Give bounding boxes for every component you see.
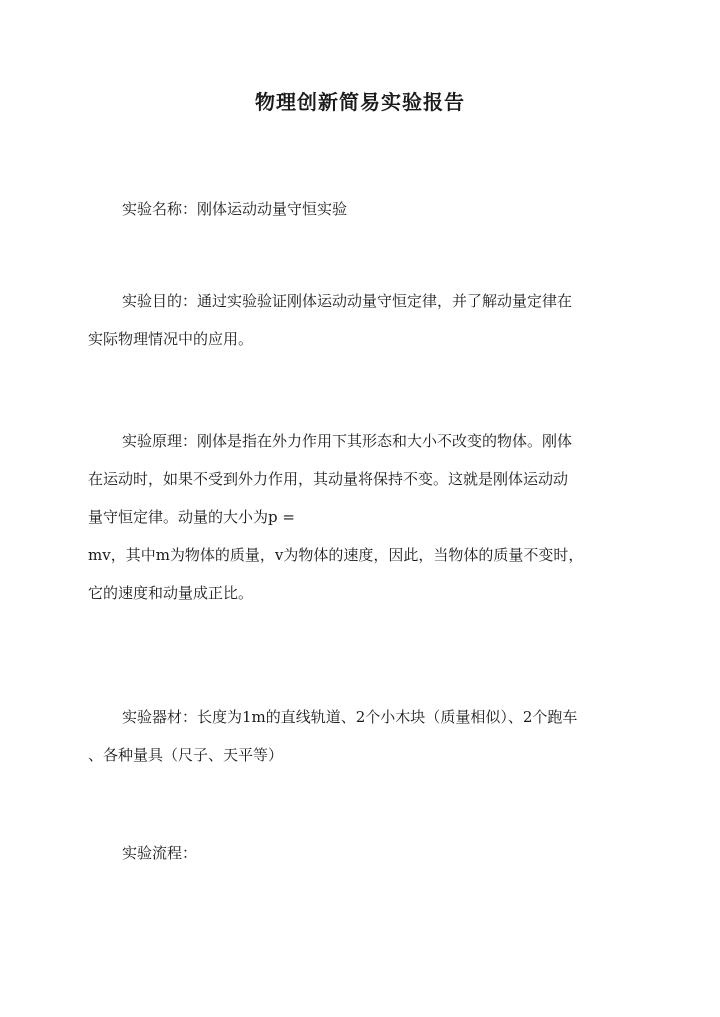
paragraph-line: 实验流程： (122, 844, 198, 862)
section-experiment-principle (88, 422, 636, 612)
paragraph-line: 实验器材：长度为1m的直线轨道、2个小木块（质量相似）、2个跑车 (122, 708, 578, 726)
paragraph-line: mv，其中m为物体的质量，v为物体的速度，因此，当物体的质量不变时， (88, 546, 584, 564)
document-title: 物理创新简易实验报告 (255, 90, 465, 114)
paragraph-line: 实验名称：刚体运动动量守恒实验 (122, 200, 348, 218)
section-experiment-name (88, 190, 636, 228)
section-experiment-purpose (88, 282, 636, 358)
paragraph-line: 它的速度和动量成正比。 (88, 584, 254, 602)
section-experiment-procedure (88, 834, 636, 872)
paragraph-line: 量守恒定律。动量的大小为p = (88, 508, 295, 526)
paragraph-line: 实验原理：刚体是指在外力作用下其形态和大小不改变的物体。刚体 (122, 432, 573, 450)
paragraph-line: 、各种量具（尺子、天平等） (88, 746, 284, 764)
paragraph-line: 在运动时，如果不受到外力作用，其动量将保持不变。这就是刚体运动动 (88, 470, 569, 488)
paragraph-line: 实验目的：通过实验验证刚体运动动量守恒定律，并了解动量定律在 (122, 292, 573, 310)
paragraph-line: 实际物理情况中的应用。 (88, 330, 254, 348)
section-experiment-equipment (88, 698, 636, 774)
